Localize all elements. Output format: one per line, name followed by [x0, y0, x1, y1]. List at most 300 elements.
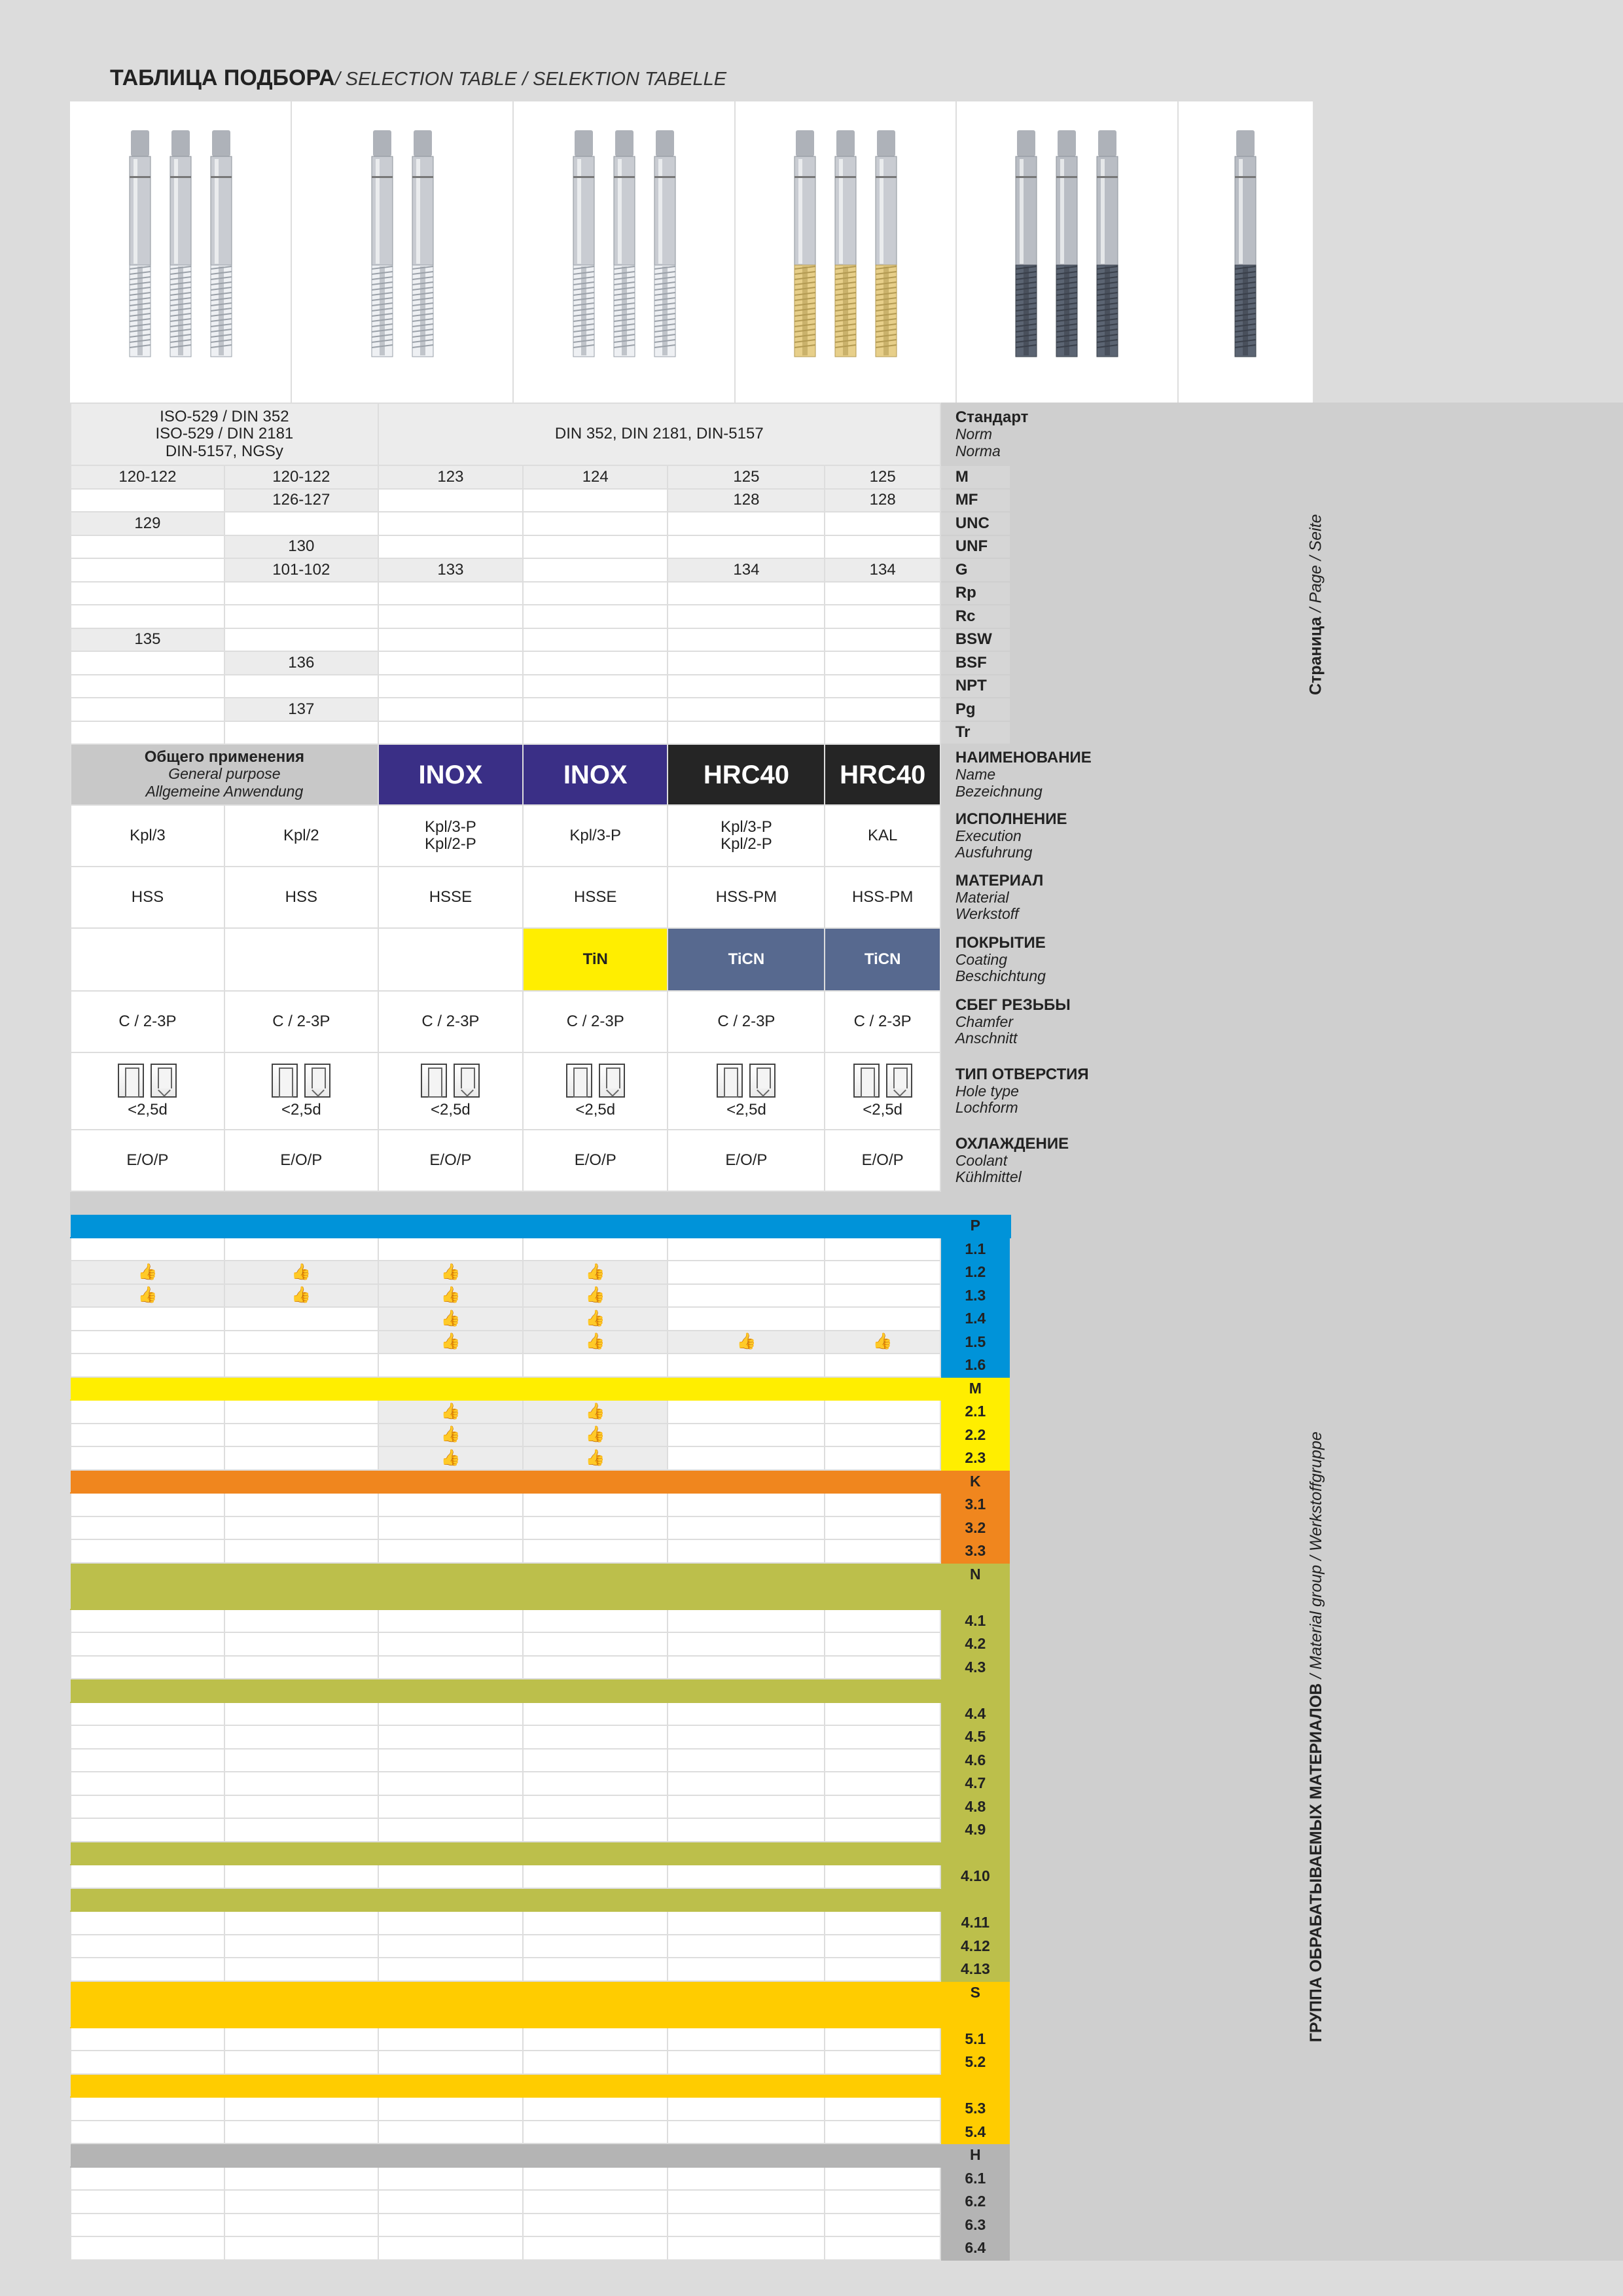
- group-band-N: [71, 1586, 940, 1609]
- material-cell: [71, 2121, 224, 2144]
- material-cell: [825, 1331, 940, 1354]
- hand-check-icon: 👍: [137, 1286, 158, 1304]
- through-hole-icon: [566, 1064, 592, 1098]
- material-cell: [825, 1911, 940, 1935]
- hand-check-icon: 👍: [585, 1426, 605, 1444]
- material-cell: [71, 1818, 224, 1842]
- page-label-ru: Страница: [1306, 617, 1325, 696]
- general-ru: Общего применения: [144, 747, 304, 766]
- material-cell: [378, 1424, 523, 1447]
- material-code-S: [940, 2004, 1010, 2028]
- material-label-de: Werkstoff: [955, 905, 1019, 923]
- material-code-N: 4.11: [940, 1911, 1010, 1935]
- thread-cell: [224, 721, 378, 745]
- hole-label: [940, 1052, 1622, 1130]
- hand-check-icon: 👍: [585, 1263, 605, 1281]
- execution-label: [940, 805, 1622, 867]
- material-cell: [523, 1958, 668, 1981]
- group-band-P: [71, 1214, 940, 1238]
- material-cell: [378, 1795, 523, 1819]
- hrc-name-cell: HRC40: [825, 744, 940, 805]
- material-cell: [523, 1935, 668, 1958]
- material-cell: [378, 1749, 523, 1772]
- tool-image-cell: [1179, 101, 1315, 403]
- thread-cell: [668, 582, 825, 605]
- chamfer-cell: C / 2-3P: [378, 991, 523, 1052]
- material-cell: [71, 2051, 224, 2074]
- material-code-N: 4.6: [940, 1749, 1010, 1772]
- chamfer-label-en: Chamfer: [955, 1013, 1014, 1030]
- material-cell: [224, 1818, 378, 1842]
- thread-cell: [523, 512, 668, 535]
- coating-label: [940, 928, 1622, 991]
- material-code-N: [940, 1586, 1010, 1609]
- table-row: [71, 1214, 1622, 1238]
- through-hole-icon: [272, 1064, 298, 1098]
- material-cell: [224, 2028, 378, 2051]
- thread-cell: [71, 605, 224, 628]
- thread-code: BSW: [940, 628, 1010, 652]
- material-cell: [668, 1284, 825, 1308]
- material-cell: [71, 1958, 224, 1981]
- table-row: [71, 1191, 1622, 1214]
- material-group-label-rest: / Material group / Werkstoffgruppe: [1306, 1431, 1325, 1683]
- chamfer-label-ru: СБЕГ РЕЗЬБЫ: [955, 996, 1071, 1014]
- name-label-ru: НАИМЕНОВАНИЕ: [955, 749, 1092, 766]
- material-cell: [71, 2190, 224, 2214]
- material-code-H: 6.3: [940, 2214, 1010, 2237]
- group-band-N: [71, 1563, 940, 1587]
- thread-cell: [825, 698, 940, 721]
- material-code-N: 4.10: [940, 1865, 1010, 1888]
- material-code-S: S: [940, 1981, 1010, 2005]
- material-cell: [668, 2051, 825, 2074]
- thread-code: Rp: [940, 582, 1010, 605]
- material-cell: [224, 1935, 378, 1958]
- material-cell: [668, 1818, 825, 1842]
- hole-depth-text: <2,5d: [863, 1100, 903, 1119]
- name-label: [940, 744, 1622, 805]
- material-cell: [523, 1865, 668, 1888]
- material-cell: [224, 1656, 378, 1679]
- material-code-N: 4.7: [940, 1772, 1010, 1795]
- material-cell: [71, 2028, 224, 2051]
- thread-cell: 135: [71, 628, 224, 652]
- material-cell: [668, 1446, 825, 1470]
- material-code-N: 4.1: [940, 1609, 1010, 1633]
- material-cell: [378, 1911, 523, 1935]
- material-cell: [378, 2121, 523, 2144]
- hand-check-icon: 👍: [291, 1263, 312, 1281]
- material-code-K: 3.2: [940, 1516, 1010, 1540]
- thread-cell: [825, 535, 940, 559]
- material-cell: [378, 1656, 523, 1679]
- hole-depth-text: <2,5d: [575, 1100, 616, 1119]
- material-cell: [825, 1632, 940, 1656]
- material-cell: [825, 1446, 940, 1470]
- thread-cell: 137: [224, 698, 378, 721]
- thread-cell: [378, 698, 523, 721]
- coating-label-en: Coating: [955, 950, 1008, 968]
- thread-cell: [71, 489, 224, 512]
- material-cell: [523, 2028, 668, 2051]
- thread-cell: [523, 558, 668, 582]
- material-cell: [668, 1331, 825, 1354]
- hand-check-icon: 👍: [440, 1309, 461, 1327]
- material-cell: [71, 1749, 224, 1772]
- material-cell: [523, 1400, 668, 1424]
- material-cell: [224, 1772, 378, 1795]
- material-cell: [71, 1284, 224, 1308]
- group-band-H: [71, 2144, 940, 2167]
- hole-type-cell: [224, 1052, 378, 1130]
- thread-cell: [71, 558, 224, 582]
- material-cell: [668, 1609, 825, 1633]
- thread-cell: [668, 512, 825, 535]
- material-cell: [825, 1424, 940, 1447]
- material-cell: [224, 1238, 378, 1261]
- material-cell: [668, 1958, 825, 1981]
- material-cell: [224, 2051, 378, 2074]
- thread-cell: [224, 605, 378, 628]
- chamfer-cell: C / 2-3P: [825, 991, 940, 1052]
- thread-cell: [825, 651, 940, 675]
- thread-cell: [378, 582, 523, 605]
- hole-label-en: Hole type: [955, 1082, 1019, 1100]
- material-code-S: 5.3: [940, 2097, 1010, 2121]
- chamfer-cell: C / 2-3P: [71, 991, 224, 1052]
- coolant-label-ru: ОХЛАЖДЕНИЕ: [955, 1134, 1069, 1153]
- material-cell: [668, 1354, 825, 1377]
- material-cell: [71, 2214, 224, 2237]
- blind-hole-icon: [454, 1064, 480, 1098]
- material-cell: [668, 2097, 825, 2121]
- material-cell: [224, 1632, 378, 1656]
- material-code-H: 6.1: [940, 2167, 1010, 2191]
- material-cell: [71, 1702, 224, 1726]
- material-code-M: M: [940, 1377, 1010, 1401]
- material-label-ru: МАТЕРИАЛ: [955, 871, 1044, 889]
- material-cell: [825, 1818, 940, 1842]
- thread-cell: [224, 675, 378, 698]
- material-cell: [71, 1238, 224, 1261]
- material-cell: [523, 1446, 668, 1470]
- material-code-N: N: [940, 1563, 1010, 1587]
- material-cell: [378, 1284, 523, 1308]
- material-cell: [378, 2097, 523, 2121]
- material-cell: [668, 2190, 825, 2214]
- selection-table: [70, 403, 1623, 2261]
- material-cell: [224, 2121, 378, 2144]
- page-title-ru: ТАБЛИЦА ПОДБОРА: [110, 65, 335, 90]
- thread-cell: 101-102: [224, 558, 378, 582]
- thread-cell: [523, 605, 668, 628]
- hole-type-cell: [825, 1052, 940, 1130]
- coating-label-ru: ПОКРЫТИЕ: [955, 933, 1046, 952]
- material-code-P: 1.1: [940, 1238, 1010, 1261]
- coolant-label: [940, 1130, 1622, 1191]
- thread-cell: [224, 512, 378, 535]
- material-cell: [825, 2236, 940, 2260]
- material-code-S: 5.1: [940, 2028, 1010, 2051]
- material-code-H: H: [940, 2144, 1010, 2167]
- coolant-cell: E/O/P: [825, 1130, 940, 1191]
- hole-label-de: Lochform: [955, 1099, 1018, 1117]
- thread-code: M: [940, 465, 1010, 489]
- coolant-label-de: Kühlmittel: [955, 1168, 1022, 1186]
- page-vertical-label: [1010, 465, 1622, 744]
- coating-cell: TiCN: [825, 928, 940, 991]
- group-band-N: [71, 1888, 940, 1912]
- material-cell: [523, 1632, 668, 1656]
- execution-label-en: Execution: [955, 827, 1022, 844]
- hole-type-icons: [668, 1064, 824, 1119]
- material-cell: [378, 1818, 523, 1842]
- material-cell: [825, 2028, 940, 2051]
- coating-cell: [71, 928, 224, 991]
- material-cell: [825, 2097, 940, 2121]
- material-cell: [668, 1261, 825, 1284]
- thread-cell: 124: [523, 465, 668, 489]
- material-cell: [523, 1749, 668, 1772]
- material-cell: [825, 1725, 940, 1749]
- standard-label: [940, 403, 1622, 465]
- material-code-N: 4.4: [940, 1702, 1010, 1726]
- thread-cell: 120-122: [71, 465, 224, 489]
- material-cell: [71, 1354, 224, 1377]
- hole-type-cell: [523, 1052, 668, 1130]
- through-hole-icon: [421, 1064, 447, 1098]
- thread-cell: 128: [668, 489, 825, 512]
- chamfer-cell: C / 2-3P: [523, 991, 668, 1052]
- thread-cell: [668, 698, 825, 721]
- material-cell: [825, 2190, 940, 2214]
- hand-check-icon: 👍: [585, 1333, 605, 1351]
- hand-check-icon: 👍: [291, 1286, 312, 1304]
- thread-cell: [668, 535, 825, 559]
- material-cell: HSSE: [378, 867, 523, 928]
- material-cell: [523, 1284, 668, 1308]
- material-code-N: 4.12: [940, 1935, 1010, 1958]
- thread-code: G: [940, 558, 1010, 582]
- material-cell: [668, 1307, 825, 1331]
- material-cell: [668, 1400, 825, 1424]
- material-cell: HSS-PM: [668, 867, 825, 928]
- tap-tool-icon: [1010, 128, 1042, 363]
- material-cell: [668, 2236, 825, 2260]
- material-cell: [224, 1284, 378, 1308]
- material-cell: [224, 1331, 378, 1354]
- thread-cell: 133: [378, 558, 523, 582]
- thread-code: Tr: [940, 721, 1010, 745]
- material-cell: [523, 1424, 668, 1447]
- thread-cell: [378, 512, 523, 535]
- material-cell: [71, 1331, 224, 1354]
- material-code-N: [940, 1679, 1010, 1702]
- material-cell: [825, 2051, 940, 2074]
- material-cell: HSS: [71, 867, 224, 928]
- hrc-name-cell: HRC40: [668, 744, 825, 805]
- material-cell: [523, 1261, 668, 1284]
- material-cell: [523, 2214, 668, 2237]
- material-cell: [71, 1725, 224, 1749]
- tap-tool-icon: [830, 128, 861, 363]
- material-cell: [668, 2121, 825, 2144]
- material-code-N: 4.3: [940, 1656, 1010, 1679]
- material-code-M: 2.3: [940, 1446, 1010, 1470]
- material-cell: [825, 2121, 940, 2144]
- tool-image-cell: [514, 101, 735, 403]
- material-cell: [668, 1539, 825, 1563]
- blind-hole-icon: [599, 1064, 625, 1098]
- thread-cell: [825, 675, 940, 698]
- material-cell: [378, 1261, 523, 1284]
- page-title-rest: / SELECTION TABLE / SELEKTION TABELLE: [334, 69, 727, 90]
- thread-cell: 125: [668, 465, 825, 489]
- material-cell: [71, 2236, 224, 2260]
- tap-tool-icon: [1230, 128, 1261, 363]
- material-cell: [378, 1935, 523, 1958]
- material-cell: [523, 2167, 668, 2191]
- inox-name-cell: INOX: [378, 744, 523, 805]
- chamfer-label-de: Anschnitt: [955, 1030, 1018, 1047]
- table-row: [71, 1052, 1622, 1130]
- hole-type-icons: [71, 1064, 224, 1119]
- execution-cell: KAL: [825, 805, 940, 867]
- thread-cell: [523, 489, 668, 512]
- tool-image-cell: [957, 101, 1178, 403]
- material-cell: [825, 1354, 940, 1377]
- material-cell: [825, 1516, 940, 1540]
- material-cell: [224, 2190, 378, 2214]
- material-cell: [523, 1516, 668, 1540]
- material-cell: [224, 2236, 378, 2260]
- hand-check-icon: 👍: [736, 1333, 757, 1351]
- material-cell: HSS-PM: [825, 867, 940, 928]
- material-cell: [71, 1446, 224, 1470]
- standard-label-ru: Стандарт: [955, 408, 1029, 426]
- tap-tool-icon: [124, 128, 156, 363]
- table-row: [71, 867, 1622, 928]
- thread-cell: [378, 651, 523, 675]
- thread-cell: [378, 628, 523, 652]
- material-cell: [825, 1284, 940, 1308]
- material-cell: [71, 1911, 224, 1935]
- table-row: [71, 403, 1622, 465]
- material-cell: [523, 2190, 668, 2214]
- material-cell: [71, 1400, 224, 1424]
- material-code-N: [940, 1888, 1010, 1912]
- material-code-P: 1.4: [940, 1307, 1010, 1331]
- execution-label-ru: ИСПОЛНЕНИЕ: [955, 810, 1067, 828]
- material-cell: [668, 2167, 825, 2191]
- material-cell: [224, 1702, 378, 1726]
- material-cell: [825, 1958, 940, 1981]
- material-group-vertical-label: [1010, 1214, 1622, 2260]
- execution-label-de: Ausfuhrung: [955, 844, 1033, 861]
- tap-tool-icon: [609, 128, 640, 363]
- material-cell: [825, 1749, 940, 1772]
- thread-cell: 130: [224, 535, 378, 559]
- material-cell: [523, 1725, 668, 1749]
- material-cell: [825, 2167, 940, 2191]
- material-cell: [71, 1772, 224, 1795]
- material-cell: [825, 1656, 940, 1679]
- page-label: [1308, 514, 1326, 696]
- material-cell: [71, 1656, 224, 1679]
- material-cell: [523, 1818, 668, 1842]
- group-band-S: [71, 2004, 940, 2028]
- hand-check-icon: 👍: [440, 1448, 461, 1467]
- material-cell: [71, 1516, 224, 1540]
- name-label-de: Bezeichnung: [955, 782, 1043, 800]
- table-row: [71, 928, 1622, 991]
- thread-cell: [71, 535, 224, 559]
- material-cell: [668, 1749, 825, 1772]
- material-cell: [378, 1354, 523, 1377]
- group-band-S: [71, 2074, 940, 2098]
- thread-cell: 136: [224, 651, 378, 675]
- thread-cell: [378, 535, 523, 559]
- thread-cell: [825, 721, 940, 745]
- material-cell: [71, 1493, 224, 1516]
- material-cell: [224, 1354, 378, 1377]
- thread-code: UNC: [940, 512, 1010, 535]
- thread-cell: [523, 721, 668, 745]
- material-cell: [825, 1865, 940, 1888]
- thread-cell: [378, 489, 523, 512]
- material-code-N: 4.5: [940, 1725, 1010, 1749]
- material-cell: [523, 1238, 668, 1261]
- material-cell: [378, 2167, 523, 2191]
- execution-cell: Kpl/3-P Kpl/2-P: [668, 805, 825, 867]
- chamfer-cell: C / 2-3P: [668, 991, 825, 1052]
- hand-check-icon: 👍: [440, 1263, 461, 1281]
- tool-image-cell: [292, 101, 514, 403]
- execution-cell: Kpl/3-P: [523, 805, 668, 867]
- material-cell: [668, 1493, 825, 1516]
- tap-tool-icon: [205, 128, 237, 363]
- material-cell: [224, 2214, 378, 2237]
- material-code-P: P: [940, 1214, 1010, 1238]
- page-title: [110, 65, 726, 91]
- chamfer-label: [940, 991, 1622, 1052]
- material-code-P: 1.3: [940, 1284, 1010, 1308]
- material-cell: [668, 1911, 825, 1935]
- hand-check-icon: 👍: [440, 1426, 461, 1444]
- material-cell: [825, 2214, 940, 2237]
- thread-cell: [378, 721, 523, 745]
- material-cell: [668, 1795, 825, 1819]
- material-cell: [224, 1446, 378, 1470]
- standard-general: ISO-529 / DIN 352 ISO-529 / DIN 2181 DIN-5157, NGSy: [71, 403, 378, 465]
- group-band-N: [71, 1842, 940, 1865]
- tap-tool-icon: [1051, 128, 1082, 363]
- material-code-N: 4.8: [940, 1795, 1010, 1819]
- thread-cell: [825, 628, 940, 652]
- hole-depth-text: <2,5d: [281, 1100, 321, 1119]
- material-cell: [523, 1539, 668, 1563]
- thread-cell: [71, 582, 224, 605]
- material-cell: [224, 1261, 378, 1284]
- tool-image-cell: [70, 101, 292, 403]
- material-cell: [825, 1493, 940, 1516]
- execution-cell: Kpl/3-P Kpl/2-P: [378, 805, 523, 867]
- thread-cell: [523, 628, 668, 652]
- material-cell: [825, 1307, 940, 1331]
- tap-tool-icon: [568, 128, 599, 363]
- thread-cell: [378, 675, 523, 698]
